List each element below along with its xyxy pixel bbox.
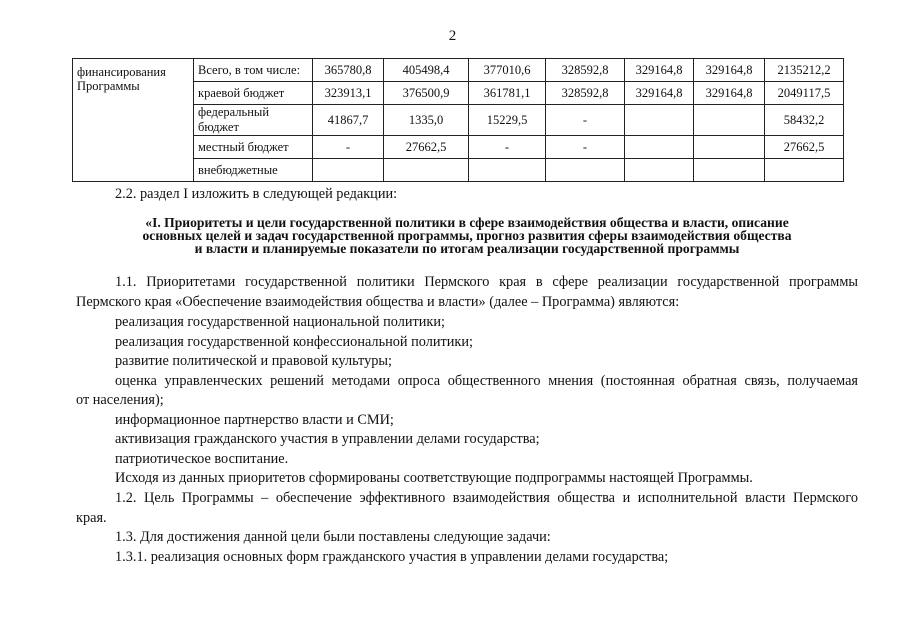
- funding-source-cell: краевой бюджет: [194, 82, 313, 105]
- value-cell: 323913,1: [313, 82, 384, 105]
- page-number: 2: [448, 28, 457, 44]
- section-heading: [76, 216, 858, 256]
- value-cell: [625, 159, 694, 182]
- value-cell: 329164,8: [625, 82, 694, 105]
- total-cell: 2049117,5: [765, 82, 844, 105]
- value-cell: 361781,1: [469, 82, 546, 105]
- value-cell: -: [546, 136, 625, 159]
- priority-item: активизация гражданского участия в управлении делами государства;: [115, 431, 540, 447]
- value-cell: [469, 159, 546, 182]
- paragraph-1-3-1: 1.3.1. реализация основных форм гражданского участия в управлении делами государства;: [115, 549, 669, 565]
- value-cell: 329164,8: [694, 82, 765, 105]
- funding-source-cell: местный бюджет: [194, 136, 313, 159]
- value-cell: 329164,8: [694, 59, 765, 82]
- value-cell: 41867,7: [313, 105, 384, 136]
- funding-source-cell: федеральный бюджет: [194, 105, 313, 136]
- value-cell: [625, 105, 694, 136]
- value-cell: [384, 159, 469, 182]
- row-label-line: финансирования: [77, 65, 166, 79]
- table-row: [73, 59, 844, 82]
- total-cell: 2135212,2: [765, 59, 844, 82]
- section-intro: 2.2. раздел I изложить в следующей редакции:: [115, 186, 398, 202]
- value-cell: [313, 159, 384, 182]
- value-cell: 1335,0: [384, 105, 469, 136]
- priority-item: реализация государственной конфессиональной политики;: [115, 334, 473, 350]
- value-cell: 328592,8: [546, 82, 625, 105]
- priority-item-line-1: оценка управленческих решений методами опроса общественного мнения (постоянная обратная связь, получаемая: [115, 373, 858, 389]
- row-label-cell: [73, 59, 194, 182]
- value-cell: [546, 159, 625, 182]
- paragraph-1-2-line-2: края.: [76, 510, 107, 526]
- value-cell: 376500,9: [384, 82, 469, 105]
- value-cell: -: [546, 105, 625, 136]
- total-cell: [765, 159, 844, 182]
- value-cell: -: [469, 136, 546, 159]
- priority-item: развитие политической и правовой культуры;: [115, 353, 392, 369]
- paragraph-1-3: 1.3. Для достижения данной цели были поставлены следующие задачи:: [115, 529, 551, 545]
- funding-source-cell: внебюджетные: [194, 159, 313, 182]
- value-cell: [694, 159, 765, 182]
- heading-line: и власти и планируемые показатели по итогам реализации государственной программы: [194, 241, 740, 257]
- value-cell: 329164,8: [625, 59, 694, 82]
- value-cell: [625, 136, 694, 159]
- value-cell: 405498,4: [384, 59, 469, 82]
- financing-table: [72, 58, 844, 182]
- value-cell: 365780,8: [313, 59, 384, 82]
- paragraph-1-1-line-1: 1.1. Приоритетами государственной политики Пермского края в сфере реализации государственной программы: [115, 274, 858, 290]
- value-cell: 377010,6: [469, 59, 546, 82]
- total-cell: 58432,2: [765, 105, 844, 136]
- heading-line: основных целей и задач государственной программы, прогноз развития сферы взаимодействия общества: [142, 228, 792, 244]
- priority-item: реализация государственной национальной политики;: [115, 314, 445, 330]
- priority-item: информационное партнерство власти и СМИ;: [115, 412, 394, 428]
- priority-item-line-2: от населения);: [76, 392, 164, 408]
- value-cell: 27662,5: [384, 136, 469, 159]
- subprograms-note: Исходя из данных приоритетов сформированы соответствующие подпрограммы настоящей Программы.: [115, 470, 753, 486]
- row-label-line: Программы: [77, 79, 140, 93]
- value-cell: 15229,5: [469, 105, 546, 136]
- value-cell: [694, 136, 765, 159]
- funding-source-cell: Всего, в том числе:: [194, 59, 313, 82]
- total-cell: 27662,5: [765, 136, 844, 159]
- priority-item: патриотическое воспитание.: [115, 451, 289, 467]
- heading-line: «I. Приоритеты и цели государственной политики в сфере взаимодействия общества и власти, описание: [145, 215, 789, 230]
- paragraph-1-1-line-2: Пермского края «Обеспечение взаимодействия общества и власти» (далее – Программа) являются:: [76, 294, 680, 310]
- value-cell: 328592,8: [546, 59, 625, 82]
- value-cell: -: [313, 136, 384, 159]
- value-cell: [694, 105, 765, 136]
- paragraph-1-2-line-1: 1.2. Цель Программы – обеспечение эффективного взаимодействия общества и исполнительной власти Пермского: [115, 490, 858, 506]
